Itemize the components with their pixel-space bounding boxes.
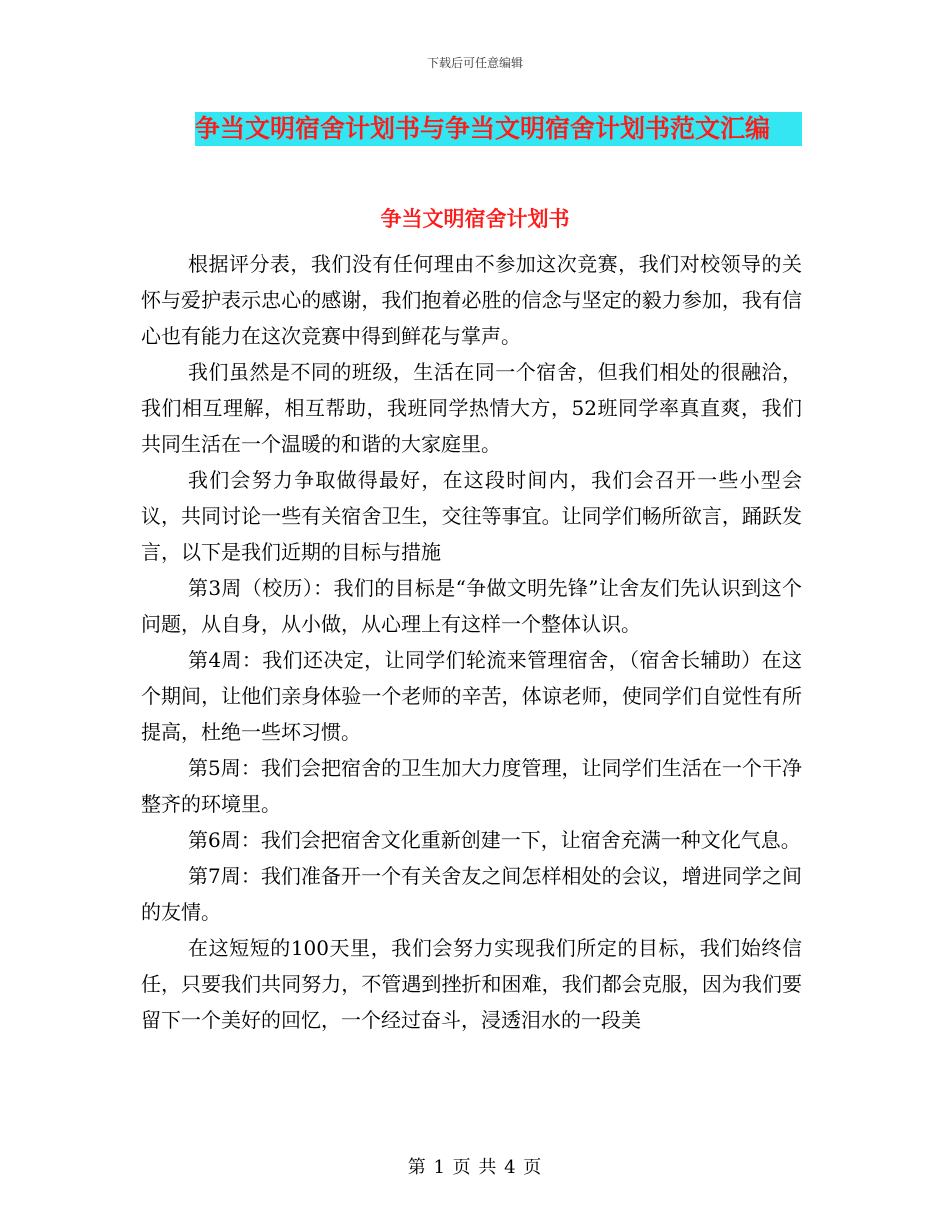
- header-note: 下载后可任意编辑: [426, 56, 523, 70]
- paragraph: 在这短短的100天里，我们会努力实现我们所定的目标，我们始终信任，只要我们共同努力，不管遇到挫折和困难，我们都会克服，因为我们要留下一个美好的回忆，一个经过奋斗，浸透泪水的一段美: [141, 936, 802, 1032]
- paragraph: 我们虽然是不同的班级，生活在同一个宿舍，但我们相处的很融洽，我们相互理解，相互帮助，我班同学热情大方，52班同学率真直爽，我们共同生活在一个温暖的和谐的大家庭里。: [141, 360, 802, 456]
- section-title: 争当文明宿舍计划书: [380, 207, 570, 231]
- paragraph: 第6周：我们会把宿舍文化重新创建一下，让宿舍充满一种文化气息。: [188, 828, 801, 852]
- document-body: [141, 246, 802, 1038]
- page-number-footer: 第 1 页 共 4 页: [407, 1157, 543, 1178]
- paragraph: 我们会努力争取做得最好，在这段时间内，我们会召开一些小型会议，共同讨论一些有关宿舍卫生，交往等事宜。让同学们畅所欲言，踊跃发言，以下是我们近期的目标与措施: [141, 468, 802, 564]
- paragraph: 第7周：我们准备开一个有关舍友之间怎样相处的会议，增进同学之间的友情。: [141, 864, 802, 924]
- document-main-title: 争当文明宿舍计划书与争当文明宿舍计划书范文汇编: [195, 112, 802, 146]
- paragraph: 根据评分表，我们没有任何理由不参加这次竞赛，我们对校领导的关怀与爱护表示忠心的感谢，我们抱着必胜的信念与坚定的毅力参加，我有信心也有能力在这次竞赛中得到鲜花与掌声。: [141, 252, 802, 348]
- paragraph: 第3周（校历）：我们的目标是“争做文明先锋”让舍友们先认识到这个问题，从自身，从小做，从心理上有这样一个整体认识。: [141, 576, 802, 636]
- paragraph: 第5周：我们会把宿舍的卫生加大力度管理，让同学们生活在一个干净整齐的环境里。: [141, 756, 802, 816]
- paragraph: 第4周：我们还决定，让同学们轮流来管理宿舍，（宿舍长辅助）在这个期间，让他们亲身体验一个老师的辛苦，体谅老师，使同学们自觉性有所提高，杜绝一些坏习惯。: [141, 648, 802, 744]
